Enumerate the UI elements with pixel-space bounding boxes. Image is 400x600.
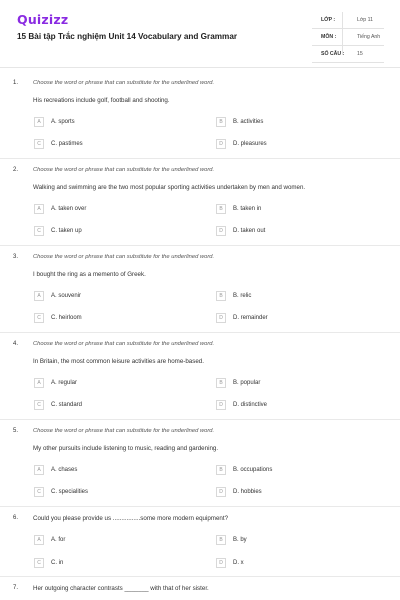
option-letter-box: C: [34, 558, 44, 568]
question-number: 2.: [13, 167, 19, 173]
question-sentence: His recreations include golf, football and shooting.: [33, 97, 170, 104]
question-instruction: Choose the word or phrase that can substitute for the underlined word.: [33, 341, 215, 347]
meta-value: Tiếng Anh: [357, 34, 381, 40]
option-text: B. activities: [233, 119, 264, 125]
option-letter-box: A: [34, 378, 44, 388]
question-number: 4.: [13, 341, 19, 347]
quizizz-logo: Quizizz: [17, 12, 69, 27]
option-letter-box: D: [216, 558, 226, 568]
question-number: 1.: [13, 80, 19, 86]
option-letter-box: B: [216, 378, 226, 388]
question-sentence: My other pursuits include listening to music, reading and gardening.: [33, 445, 219, 452]
question-number: 5.: [13, 428, 19, 434]
option-letter-box: D: [216, 139, 226, 149]
option-text: B. relic: [233, 293, 252, 299]
option-text: D. remainder: [233, 315, 268, 321]
question-instruction: Choose the word or phrase that can substitute for the underlined word.: [33, 254, 215, 260]
option-text: A. souvenir: [51, 293, 82, 299]
option-letter-box: C: [34, 400, 44, 410]
option-text: A. for: [51, 537, 66, 543]
option-text: C. standard: [51, 402, 83, 408]
meta-label: SỐ CÂU :: [321, 51, 345, 57]
option-letter-box: D: [216, 313, 226, 323]
meta-value: Lớp 11: [357, 17, 373, 23]
option-text: C. heirloom: [51, 315, 82, 321]
option-letter-box: A: [34, 291, 44, 301]
option-text: B. taken in: [233, 206, 262, 212]
option-text: B. occupations: [233, 467, 273, 473]
question-divider: [0, 245, 400, 246]
option-letter-box: D: [216, 487, 226, 497]
option-letter-box: B: [216, 465, 226, 475]
question-sentence: I bought the ring as a memento of Greek.: [33, 271, 146, 278]
meta-value: 15: [357, 51, 363, 57]
option-letter-box: B: [216, 535, 226, 545]
option-letter-box: D: [216, 400, 226, 410]
meta-row-subject: [312, 29, 384, 46]
option-letter-box: D: [216, 226, 226, 236]
option-text: D. pleasures: [233, 141, 267, 147]
question-divider: [0, 576, 400, 577]
option-text: D. x: [233, 560, 244, 566]
question-divider: [0, 332, 400, 333]
option-text: A. regular: [51, 380, 78, 386]
question-sentence: Could you please provide us ................some more modern equipment?: [33, 515, 229, 522]
option-text: D. taken out: [233, 228, 266, 234]
option-text: D. distinctive: [233, 402, 268, 408]
question-divider: [0, 506, 400, 507]
option-letter-box: A: [34, 204, 44, 214]
question-sentence: Her outgoing character contrasts _______ with that of her sister.: [33, 585, 209, 592]
option-letter-box: A: [34, 117, 44, 127]
meta-row-grade: [312, 12, 384, 29]
question-number: 3.: [13, 254, 19, 260]
question-divider: [0, 158, 400, 159]
document-header: [0, 0, 400, 70]
question-divider: [0, 419, 400, 420]
option-letter-box: A: [34, 535, 44, 545]
option-text: C. pastimes: [51, 141, 83, 147]
option-letter-box: C: [34, 487, 44, 497]
question-sentence: In Britain, the most common leisure activities are home-based.: [33, 358, 204, 365]
option-letter-box: A: [34, 465, 44, 475]
meta-row-count: [312, 46, 384, 63]
meta-label: LỚP :: [321, 17, 336, 23]
option-text: C. in: [51, 560, 64, 566]
option-letter-box: C: [34, 226, 44, 236]
option-text: A. taken over: [51, 206, 87, 212]
option-letter-box: B: [216, 204, 226, 214]
option-text: C. taken up: [51, 228, 82, 234]
option-letter-box: C: [34, 139, 44, 149]
question-sentence: Walking and swimming are the two most popular sporting activities undertaken by men and women.: [33, 184, 306, 191]
option-letter-box: B: [216, 291, 226, 301]
option-text: A. chases: [51, 467, 78, 473]
option-letter-box: B: [216, 117, 226, 127]
question-instruction: Choose the word or phrase that can substitute for the underlined word.: [33, 167, 215, 173]
question-number: 6.: [13, 515, 19, 521]
option-text: D. hobbies: [233, 489, 262, 495]
option-text: C. specialities: [51, 489, 89, 495]
meta-table: [312, 12, 384, 63]
option-letter-box: C: [34, 313, 44, 323]
option-text: B. popular: [233, 380, 261, 386]
question-number: 7.: [13, 585, 19, 591]
meta-label: MÔN :: [321, 34, 337, 40]
question-instruction: Choose the word or phrase that can substitute for the underlined word.: [33, 428, 215, 434]
option-text: A. sports: [51, 119, 75, 125]
option-text: B. by: [233, 537, 247, 543]
header-divider: [0, 67, 400, 68]
question-instruction: Choose the word or phrase that can substitute for the underlined word.: [33, 80, 215, 86]
page-title: 15 Bài tập Trắc nghiệm Unit 14 Vocabulary and Grammar: [17, 32, 238, 41]
